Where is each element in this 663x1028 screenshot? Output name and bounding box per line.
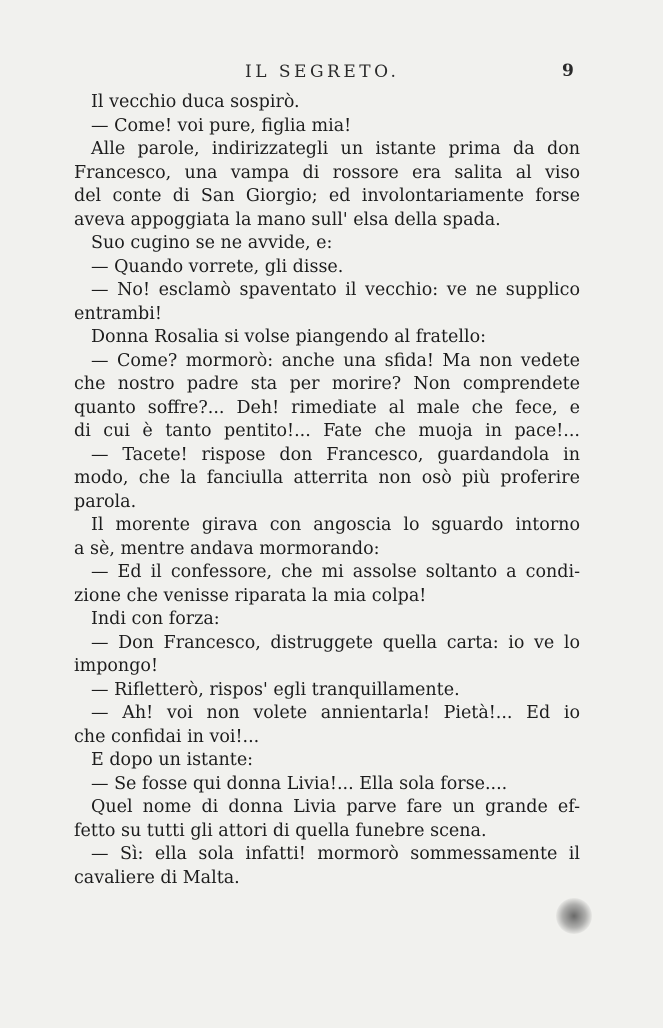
text-line: Quel nome di donna Livia parve fare un grande ef- [91,797,580,817]
text-line: Suo cugino se ne avvide, e: [91,233,333,253]
text-line: — Rifletterò, rispos' egli tranquillamente. [91,679,460,700]
text-line: E dopo un istante: [91,750,254,770]
text-line: aveva appoggiata la mano sull' elsa della spada. [74,209,501,230]
text-line: di cui è tanto pentito!... Fate che muoja in pace!... [74,421,580,441]
text-line: — Sì: ella sola infatti! mormorò sommessamente il [91,844,580,864]
text-line: del conte di San Giorgio; ed involontariamente forse [74,186,580,206]
body-text [74,91,580,890]
page-number: 9 [562,61,574,81]
text-line: che confidai in voi!... [74,726,260,747]
text-line: entrambi! [74,303,162,324]
text-line: — Come! voi pure, figlia mia! [91,115,352,136]
text-line: fetto su tutti gli attori di quella funebre scena. [74,820,487,841]
text-line: — Quando vorrete, gli disse. [91,256,344,277]
text-line: — Ah! voi non volete annientarla! Pietà!... Ed io [91,703,580,723]
text-line: — Tacete! rispose don Francesco, guardandola in [91,444,580,465]
text-line: — Se fosse qui donna Livia!... Ella sola forse.... [91,773,508,794]
text-line: — Come? mormorò: anche una sfida! Ma non vedete [91,350,580,371]
text-line: che nostro padre sta per morire? Non comprendete [74,374,580,394]
text-line: — No! esclamò spaventato il vecchio: ve ne supplico [91,280,580,300]
text-line: parola. [74,491,137,512]
running-title: IL SEGRETO. [245,62,400,82]
text-line: modo, che la fanciulla atterrita non osò più proferire [74,468,580,488]
text-line: zione che venisse riparata la mia colpa! [74,585,427,606]
text-line: a sè, mentre andava mormorando: [74,538,380,559]
text-line: impongo! [74,656,158,676]
text-line: Donna Rosalia si volse piangendo al fratello: [91,327,486,347]
text-line: Indi con forza: [91,609,220,629]
text-line: quanto soffre?... Deh! rimediate al male che fece, e [74,397,580,418]
text-line: cavaliere di Malta. [74,867,240,888]
text-line: — Ed il confessore, che mi assolse soltanto a condi- [91,562,580,582]
text-line: Francesco, una vampa di rossore era salita al viso [74,162,580,183]
text-line: — Don Francesco, distruggete quella carta: io ve lo [91,632,580,653]
text-line: Alle parole, indirizzategli un istante prima da don [91,139,580,159]
ink-smudge [556,898,592,934]
text-line: Il morente girava con angoscia lo sguardo intorno [91,515,580,535]
text-line: Il vecchio duca sospirò. [91,92,300,112]
